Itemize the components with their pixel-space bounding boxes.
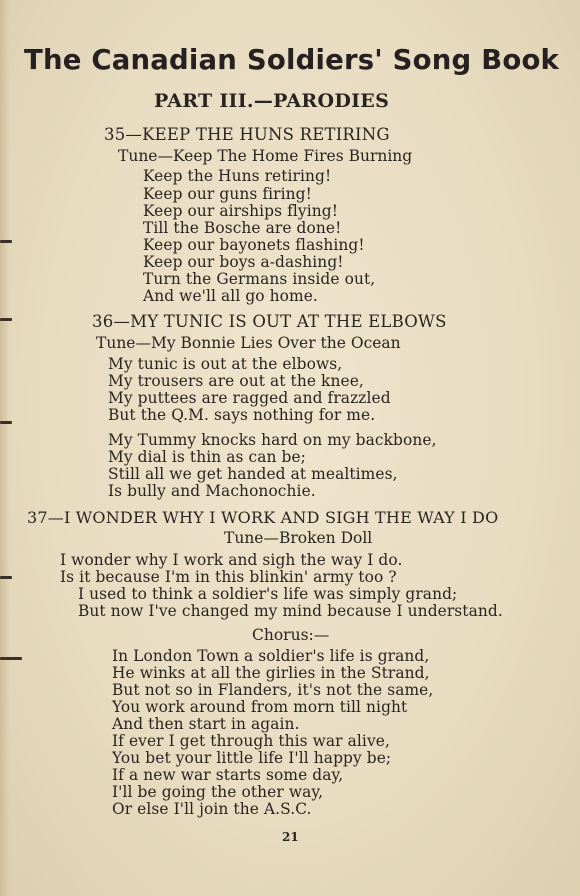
song-tune-37: Tune—Broken Doll	[224, 529, 373, 547]
binding-stitch	[0, 421, 12, 424]
song-line: Keep our airships flying!	[143, 202, 338, 220]
binding-stitch	[0, 576, 12, 579]
song-line: Keep our bayonets flashing!	[143, 236, 365, 254]
binding-stitch	[0, 318, 12, 321]
song-line: I used to think a soldier's life was simply grand;	[78, 585, 458, 603]
page-number: 21	[282, 830, 299, 844]
binding-stitch	[0, 240, 12, 243]
song-line: My trousers are out at the knee,	[108, 372, 364, 390]
song-title-37: 37—I WONDER WHY I WORK AND SIGH THE WAY I DO	[27, 508, 499, 527]
song-line: And we'll all go home.	[143, 287, 318, 305]
song-line: Keep our guns firing!	[143, 185, 312, 203]
chorus-line: If ever I get through this war alive,	[112, 732, 390, 750]
chorus-label: Chorus:—	[252, 626, 330, 644]
binding-stitch	[0, 657, 22, 660]
chorus-line: Or else I'll join the A.S.C.	[112, 800, 312, 818]
song-line: My dial is thin as can be;	[108, 448, 306, 466]
song-title-35: 35—KEEP THE HUNS RETIRING	[104, 125, 390, 144]
song-line: Till the Bosche are done!	[143, 219, 342, 237]
song-line: My tunic is out at the elbows,	[108, 355, 343, 373]
binding-edge	[0, 0, 10, 896]
chorus-line: If a new war starts some day,	[112, 766, 344, 784]
song-line: But the Q.M. says nothing for me.	[108, 406, 376, 424]
song-line: Is it because I'm in this blinkin' army too ?	[60, 568, 397, 586]
song-tune-36: Tune—My Bonnie Lies Over the Ocean	[96, 334, 401, 352]
part-title: PART III.—PARODIES	[154, 90, 390, 112]
chorus-line: You bet your little life I'll happy be;	[112, 749, 392, 767]
chorus-line: In London Town a soldier's life is grand,	[112, 647, 430, 665]
song-line: Keep the Huns retiring!	[143, 167, 332, 185]
book-title: The Canadian Soldiers' Song Book	[24, 44, 560, 76]
song-title-36: 36—MY TUNIC IS OUT AT THE ELBOWS	[92, 312, 447, 331]
song-line: Is bully and Machonochie.	[108, 482, 316, 500]
song-line: Still all we get handed at mealtimes,	[108, 465, 398, 483]
chorus-line: And then start in again.	[112, 715, 300, 733]
song-line: I wonder why I work and sigh the way I do.	[60, 551, 403, 569]
chorus-line: You work around from morn till night	[112, 698, 408, 716]
song-line: My Tummy knocks hard on my backbone,	[108, 431, 437, 449]
chorus-line: But not so in Flanders, it's not the same,	[112, 681, 434, 699]
song-line: But now I've changed my mind because I understand.	[78, 602, 503, 620]
chorus-line: I'll be going the other way,	[112, 783, 324, 801]
song-line: Keep our boys a-dashing!	[143, 253, 344, 271]
song-tune-35: Tune—Keep The Home Fires Burning	[118, 147, 413, 165]
song-line: Turn the Germans inside out,	[143, 270, 376, 288]
song-line: My puttees are ragged and frazzled	[108, 389, 391, 407]
chorus-line: He winks at all the girlies in the Strand,	[112, 664, 430, 682]
